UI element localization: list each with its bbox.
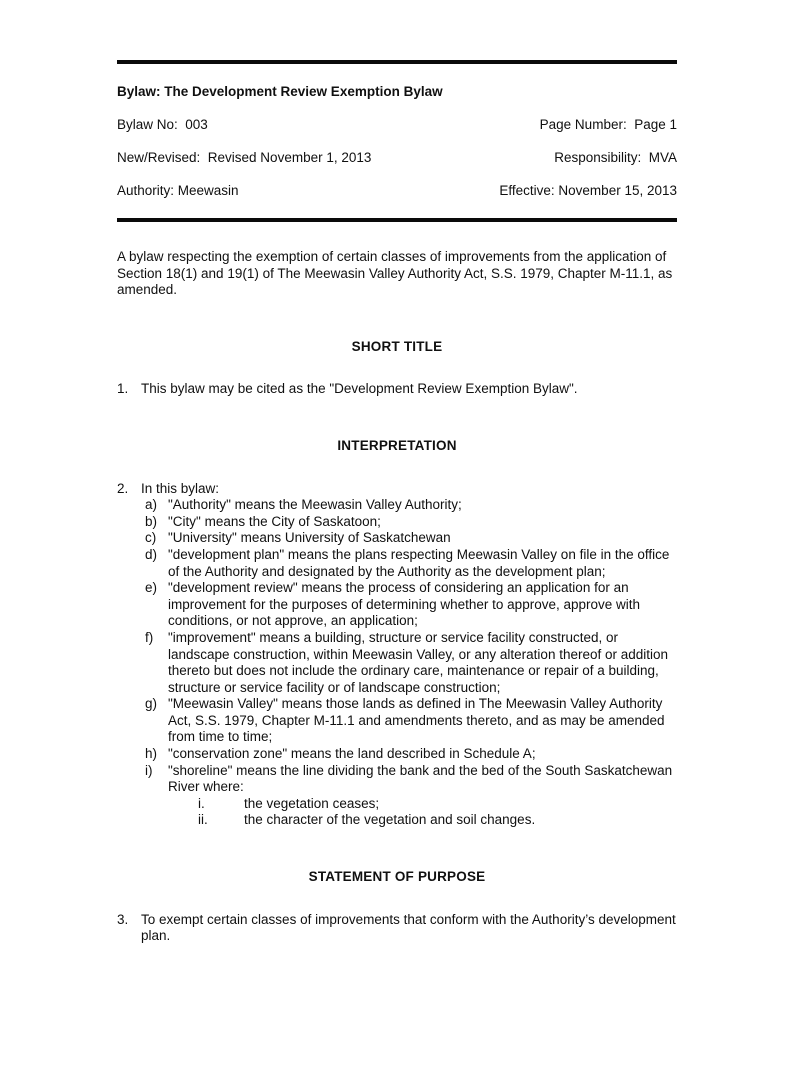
list-item-text: "development plan" means the plans respecting Meewasin Valley on file in the office of the Authority and designated by the Authority as the development plan; [168, 546, 670, 579]
header-bottom-divider [117, 218, 677, 222]
list-item-text: In this bylaw: [141, 480, 220, 496]
list-item [117, 696, 677, 746]
list-item-text: "development review" means the process of considering an application for an improvement for the purposes of determining whether to approve, approve with conditions, or not approve, an application; [168, 580, 641, 629]
preamble-paragraph: A bylaw respecting the exemption of certain classes of improvements from the application of Section 18(1) and 19(1) of The Meewasin Valley Authority Act, S.S. 1979, Chapter M-11.1, as amended. [117, 249, 673, 298]
section-body [117, 912, 677, 945]
document-meta [117, 116, 677, 199]
meta-left-field: Bylaw No: 003 [117, 117, 208, 132]
list-item [117, 497, 677, 514]
list-item-text: "conservation zone" means the land described in Schedule A; [168, 746, 536, 762]
list-item-text: the vegetation ceases; [244, 795, 380, 811]
list-item-marker: a) [145, 497, 158, 513]
list-item-marker: e) [145, 580, 158, 596]
list-item-marker: h) [145, 746, 158, 762]
meta-row [117, 116, 677, 133]
list-item [117, 580, 677, 630]
list-item-marker: d) [145, 546, 158, 562]
meta-right-field: Effective: November 15, 2013 [499, 183, 677, 198]
list-item-text: To exempt certain classes of improvements that conform with the Authority’s development plan. [141, 911, 676, 944]
list-item [117, 514, 677, 531]
meta-right-field: Responsibility: MVA [554, 150, 677, 165]
meta-right-field: Page Number: Page 1 [539, 117, 677, 132]
list-item-text: "shoreline" means the line dividing the bank and the bed of the South Saskatchewan River where: [168, 762, 673, 795]
list-item [117, 763, 677, 796]
sections-container [117, 339, 677, 945]
list-item-text: This bylaw may be cited as the "Development Review Exemption Bylaw". [141, 381, 578, 397]
meta-row [117, 149, 677, 166]
list-item [117, 796, 677, 813]
list-item [117, 812, 677, 829]
list-item-marker: 1. [117, 381, 129, 397]
list-item-text: "Authority" means the Meewasin Valley Authority; [168, 497, 462, 513]
list-item-marker: b) [145, 513, 158, 529]
header-top-divider [117, 60, 677, 64]
list-item-marker: i. [198, 795, 205, 811]
list-item-marker: 3. [117, 911, 129, 927]
list-item [117, 381, 677, 398]
list-item-marker: i) [145, 762, 153, 778]
list-item-marker: c) [145, 530, 157, 546]
list-item [117, 530, 677, 547]
document-title: Bylaw: The Development Review Exemption Bylaw [117, 84, 443, 99]
list-item-text: "City" means the City of Saskatoon; [168, 513, 381, 529]
meta-left-field: Authority: Meewasin [117, 183, 239, 198]
meta-left-field: New/Revised: Revised November 1, 2013 [117, 150, 372, 165]
meta-row [117, 182, 677, 199]
list-item [117, 746, 677, 763]
list-item-marker: g) [145, 696, 158, 712]
document-page [0, 60, 791, 1084]
list-item [117, 547, 677, 580]
section-heading: INTERPRETATION [337, 437, 457, 453]
list-item-text: "improvement" means a building, structure or service facility constructed, or landscape construction, within Meewasin Valley, or any alteration thereof or addition thereto but does not include the ordinary care, maintenance or repair of a building, structure or service facility or of landscape construction; [168, 629, 669, 695]
section-body [117, 381, 677, 398]
list-item-marker: 2. [117, 480, 129, 496]
list-item-text: "University" means University of Saskatchewan [168, 530, 451, 546]
list-item [117, 912, 677, 945]
list-item-text: "Meewasin Valley" means those lands as defined in The Meewasin Valley Authority Act, S.S. 1979, Chapter M-11.1 and amendments thereto, and as may be amended from time to time; [168, 696, 665, 745]
section-heading: SHORT TITLE [351, 338, 443, 354]
list-item [117, 481, 677, 498]
section-body [117, 481, 677, 829]
list-item-marker: ii. [198, 812, 208, 828]
section-heading: STATEMENT OF PURPOSE [308, 869, 486, 885]
list-item [117, 630, 677, 696]
list-item-marker: f) [145, 629, 154, 645]
list-item-text: the character of the vegetation and soil changes. [244, 812, 536, 828]
